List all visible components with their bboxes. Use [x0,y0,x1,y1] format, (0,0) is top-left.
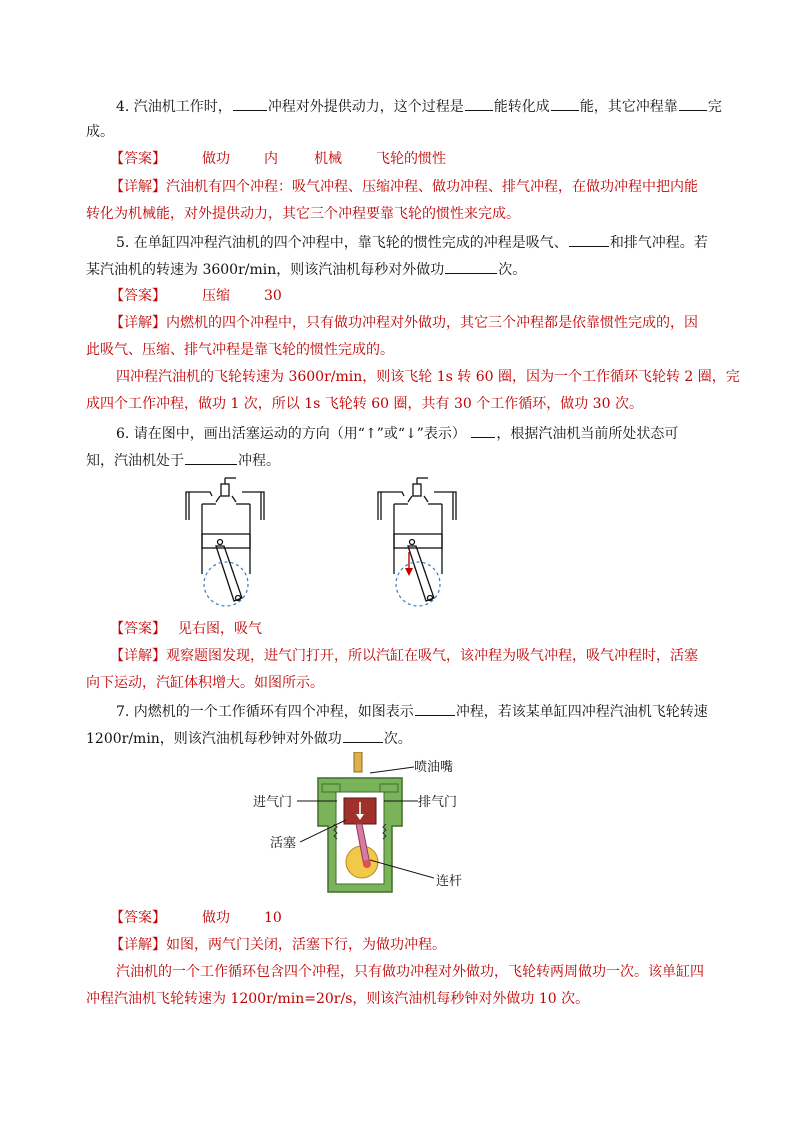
q7-detail-2: 汽油机的一个工作循环包含四个冲程，只有做功冲程对外做功，飞轮转两周做功一次。该单缸四 [116,964,704,980]
blank [343,728,383,743]
blank [233,96,267,111]
label-line-rod [370,858,434,880]
q5-detail-3: 四冲程汽油机的飞轮转速为 3600r/min，则该飞轮 1s 转 60 圈，因为一个工作循环飞轮转 2 圈，完 [116,369,740,385]
q6-detail-1: 【详解】观察题图发现，进气门打开，所以汽缸在吸气，该冲程为吸气冲程，吸气冲程时，活塞 [110,648,698,664]
engine-diagram-left [176,476,276,608]
label-connecting-rod: 连杆 [436,874,463,889]
q4-answer-3: 机械 [314,151,342,167]
blank [445,259,497,274]
q7-answer-1: 做功 [202,910,230,926]
blank [679,96,707,111]
engine-diagram-right [368,476,468,608]
blank [471,423,495,438]
connecting-rod [408,546,434,601]
fuel-nozzle [354,752,362,772]
q6-answer-tag: 【答案】 [110,621,166,637]
spark-plug [221,484,229,496]
q5-line2: 某汽油机的转速为 3600r/min，则该汽油机每秒对外做功 次。 [86,259,526,279]
q7-answer-tag: 【答案】 [110,910,166,926]
q6-detail-2: 向下运动，汽缸体积增大。如图所示。 [86,675,324,691]
label-line-piston [300,818,346,844]
spark-plug [413,484,421,496]
blank [465,96,493,111]
q5-detail-1: 【详解】内燃机的四个冲程中，只有做功冲程对外做功，其它三个冲程都是依靠惯性完成的，因 [110,315,698,331]
q4-answer-2: 内 [264,151,278,167]
q4-answer-1: 做功 [202,151,230,167]
q7-detail-1: 【详解】如图，两气门关闭，活塞下行，为做功冲程。 [110,937,446,953]
label-piston: 活塞 [270,836,297,851]
intake-valve-wall [186,492,212,520]
q4-answer-tag: 【答案】 [110,151,166,167]
piston [394,534,442,548]
q4-answer-4: 飞轮的惯性 [376,151,446,167]
blank [185,450,237,465]
blank [415,701,455,716]
q7-answer-2: 10 [264,910,282,926]
q5-answer-2: 30 [264,288,282,304]
blank [551,96,579,111]
q6-line1: 6. 请在图中，画出活塞运动的方向（用“↑”或“↓”表示） ，根据汽油机当前所处状态可 [116,423,678,443]
label-fuel-nozzle: 喷油嘴 [414,760,454,775]
piston [202,534,250,548]
q4-detail-2: 转化为机械能，对外提供动力，其它三个冲程要靠飞轮的惯性来完成。 [86,206,520,222]
label-intake-valve: 进气门 [253,795,293,810]
q4-line2: 成。 [86,124,114,140]
q7-line1: 7. 内燃机的一个工作循环有四个冲程，如图表示 冲程，若该某单缸四冲程汽油机飞轮转速 [116,701,708,721]
blank [569,232,609,247]
label-exhaust-valve: 排气门 [418,795,458,810]
q4-line1: 4. 汽油机工作时， 冲程对外提供动力，这个过程是 能转化成 能，其它冲程靠 完 [116,96,722,116]
connecting-rod [216,546,242,601]
label-line-nozzle [370,763,414,783]
flywheel-path [396,562,440,606]
q6-answer: 见右图，吸气 [178,621,262,637]
q6-line2: 知，汽油机处于 冲程。 [86,450,280,470]
q7-detail-3: 冲程汽油机飞轮转速为 1200r/min=20r/s，则该汽油机每秒钟对外做功 10 次。 [86,991,590,1007]
q5-detail-2: 此吸气、压缩、排气冲程是靠飞轮的惯性完成的。 [86,342,394,358]
flywheel-path [204,562,248,606]
q5-detail-4: 成四个工作冲程，做功 1 次，所以 1s 飞轮转 60 圈，共有 30 个工作循环，做功 30 次。 [86,396,643,412]
q7-line2: 1200r/min，则该汽油机每秒钟对外做功 次。 [86,728,412,748]
q5-answer-1: 压缩 [202,288,230,304]
q4-detail-1: 【详解】汽油机有四个冲程：吸气冲程、压缩冲程、做功冲程、排气冲程，在做功冲程中把内能 [110,179,698,195]
label-line-intake [297,795,337,807]
label-line-exhaust [384,795,418,807]
q5-line1: 5. 在单缸四冲程汽油机的四个冲程中，靠飞轮的惯性完成的冲程是吸气、 和排气冲程。若 [116,232,708,252]
q5-answer-tag: 【答案】 [110,288,166,304]
